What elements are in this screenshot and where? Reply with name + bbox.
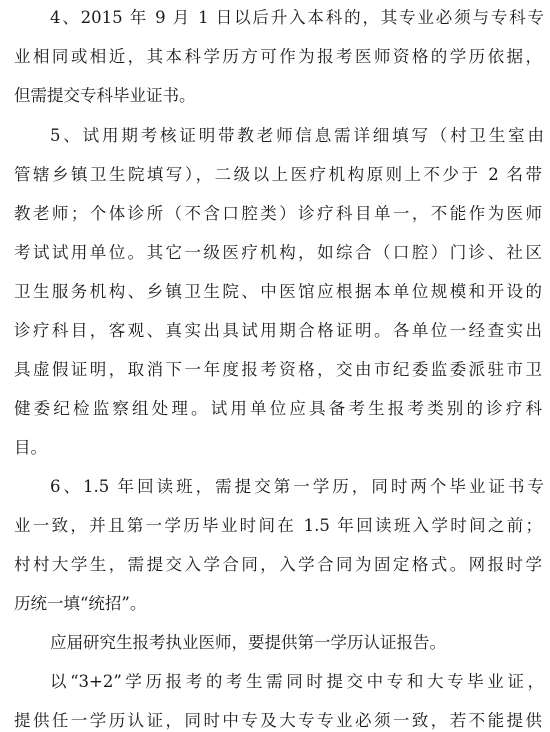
text-line: 村村大学生，需提交入学合同，入学合同为固定格式。网报时学 <box>14 555 542 574</box>
text-line: 卫生服务机构、乡镇卫生院、中医馆应根据本单位规模和开设的 <box>14 282 542 301</box>
text-line: 业相同或相近，其本科学历方可作为报考医师资格的学历依据， <box>14 47 542 66</box>
text-line: 4、2015 年 9 月 1 日以后升入本科的，其专业必须与专科专 <box>50 8 544 27</box>
text-line: 健委纪检监察组处理。试用单位应具备考生报考类别的诊疗科 <box>14 399 542 418</box>
text-line: 目。 <box>14 438 47 457</box>
text-line: 管辖乡镇卫生院填写），二级以上医疗机构原则上不少于 2 名带 <box>14 165 542 184</box>
text-line: 但需提交专科毕业证书。 <box>14 86 196 105</box>
text-line: 6、1.5 年回读班，需提交第一学历，同时两个毕业证书专 <box>50 477 544 496</box>
text-line: 应届研究生报考执业医师，要提供第一学历认证报告。 <box>50 633 446 652</box>
text-line: 诊疗科目，客观、真实出具试用期合格证明。各单位一经查实出 <box>14 321 542 340</box>
text-line: 考试试用单位。其它一级医疗机构，如综合（口腔）门诊、社区 <box>14 243 542 262</box>
text-line: 历统一填“统招”。 <box>14 594 147 613</box>
text-line: 提供任一学历认证，同时中专及大专专业必须一致，若不能提供 <box>14 711 542 730</box>
text-line: 具虚假证明，取消下一年度报考资格，交由市纪委监委派驻市卫 <box>14 360 542 379</box>
text-line: 业一致，并且第一学历毕业时间在 1.5 年回读班入学时间之前； <box>14 516 542 535</box>
text-line: 5、试用期考核证明带教老师信息需详细填写（村卫生室由 <box>50 126 544 145</box>
text-line: 以“3+2”学历报考的考生需同时提交中专和大专毕业证， <box>50 672 544 691</box>
text-line: 教老师；个体诊所（不含口腔类）诊疗科目单一，不能作为医师 <box>14 204 542 223</box>
